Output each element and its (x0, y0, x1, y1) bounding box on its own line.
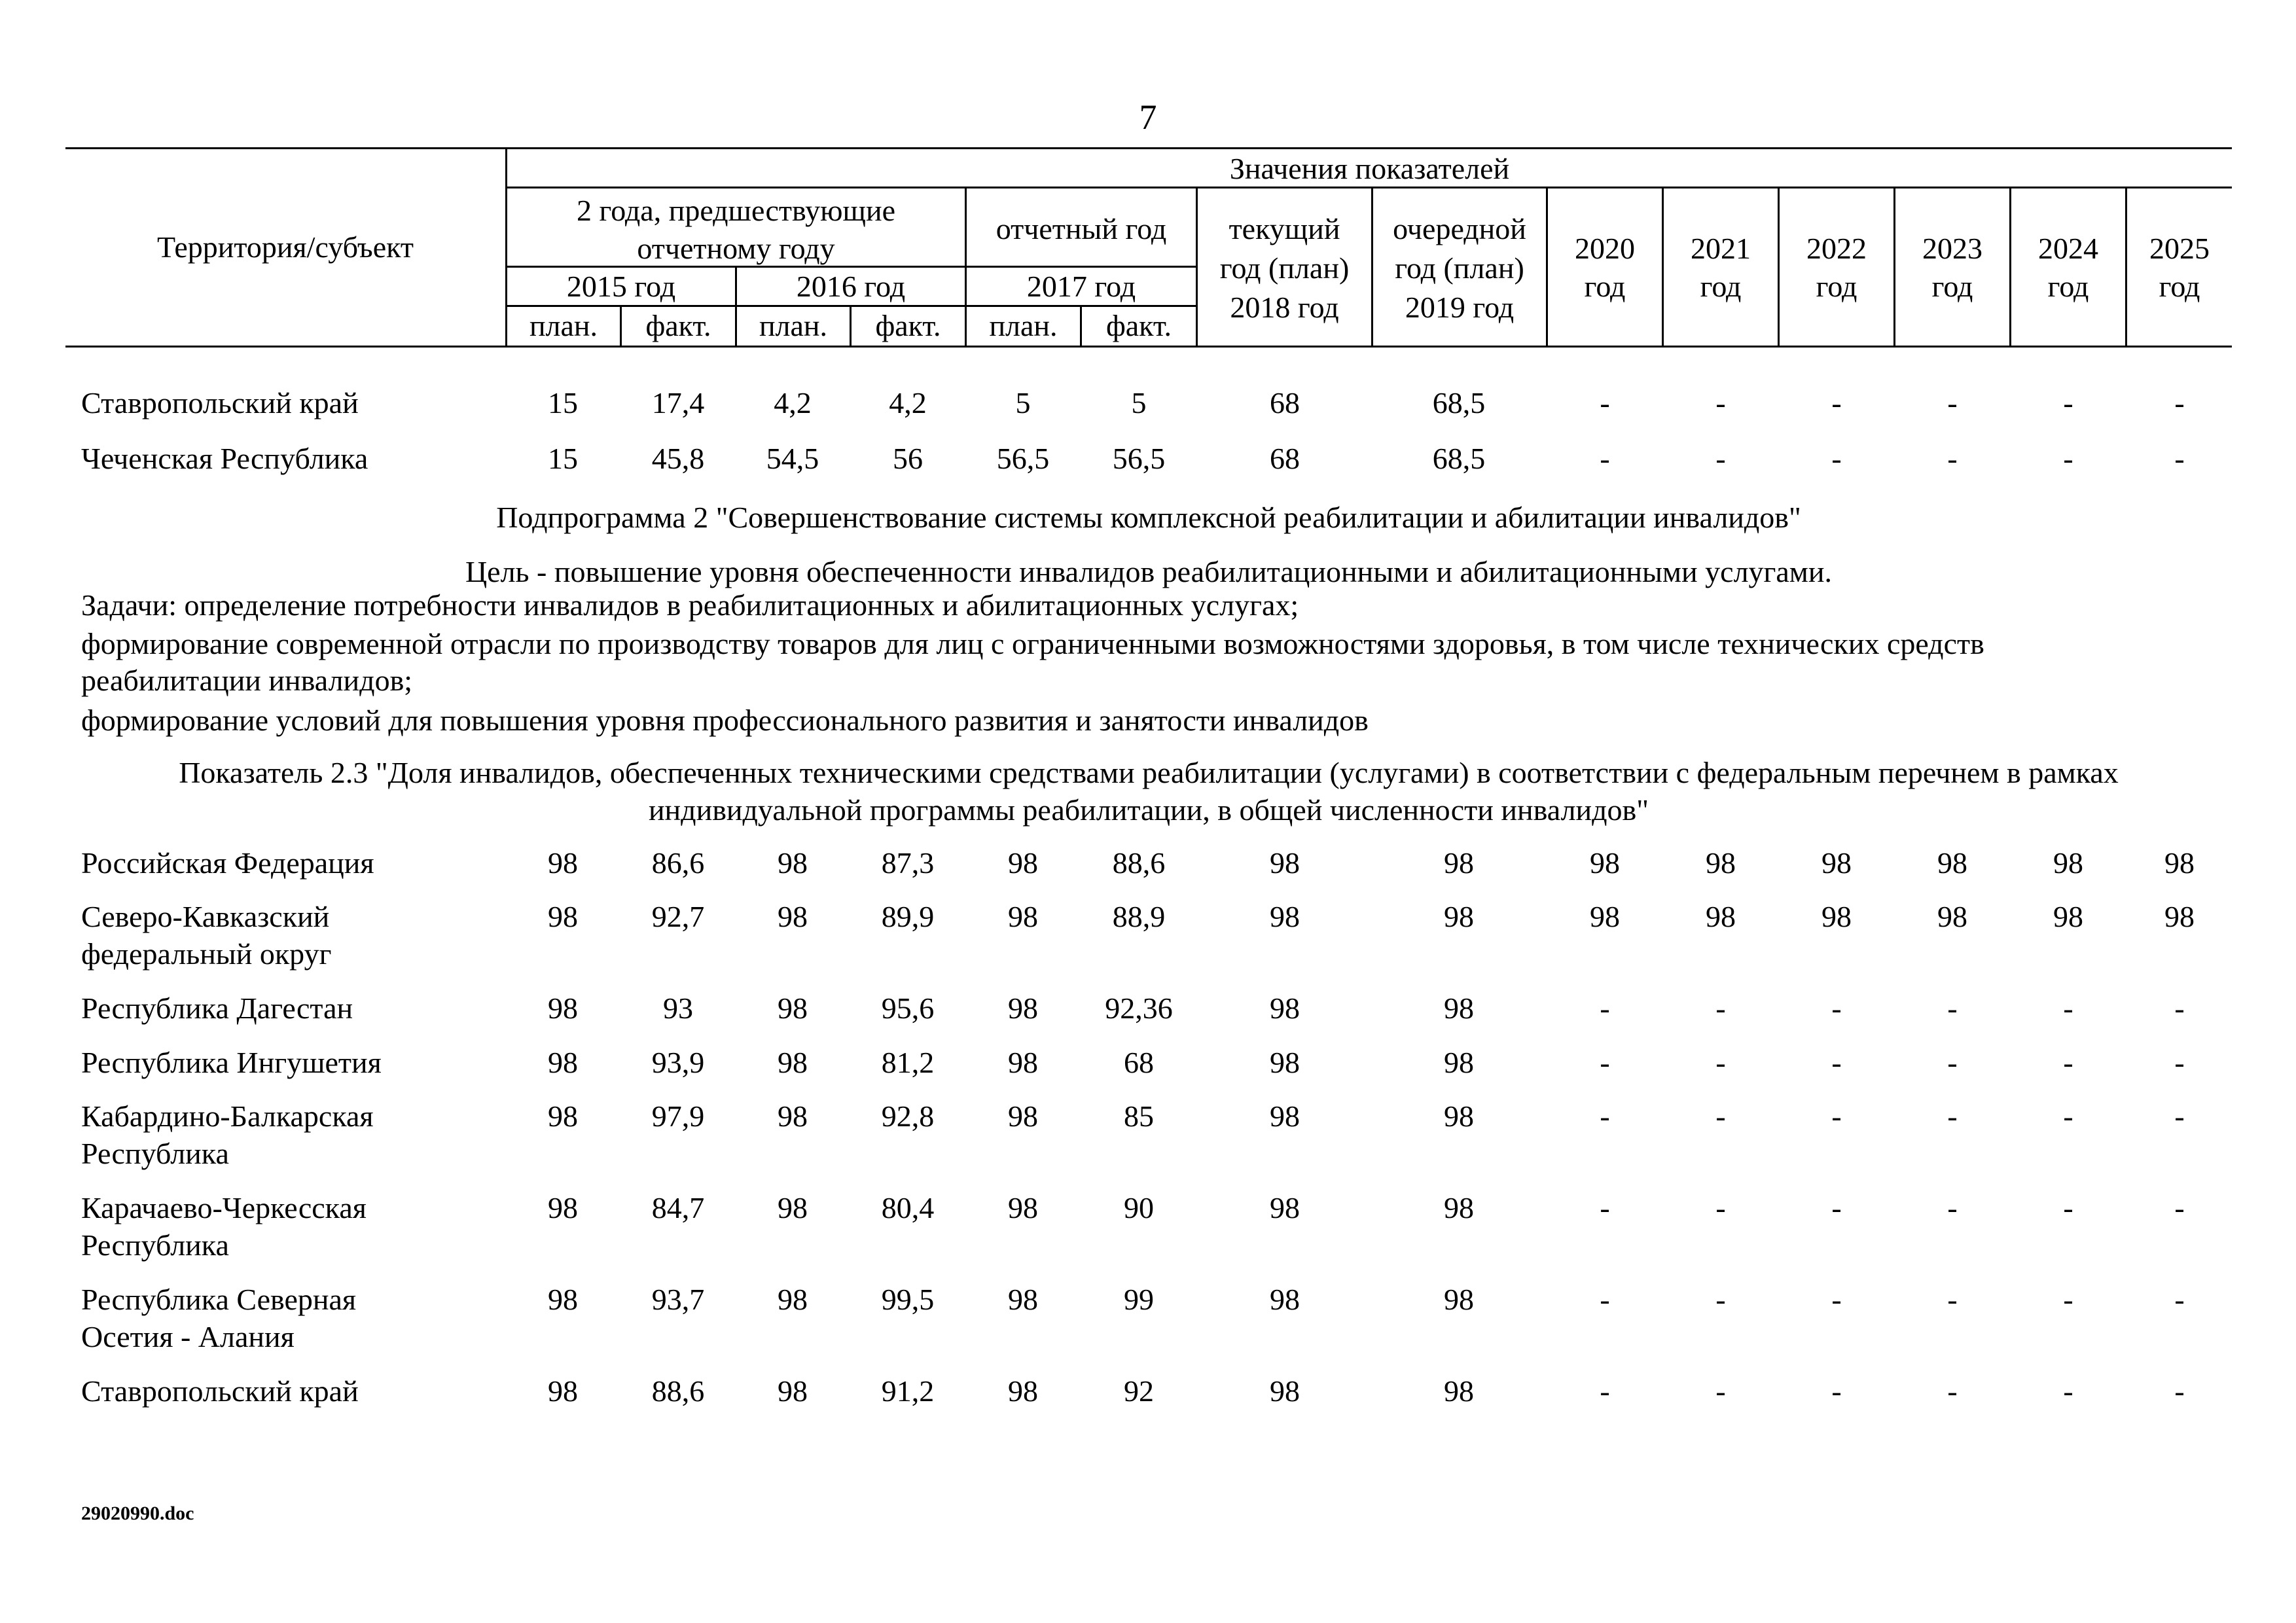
cell-value: - (1947, 1191, 1958, 1224)
cell-value: - (1715, 1099, 1726, 1133)
cell-value: - (1947, 1374, 1958, 1408)
header-two-years-l1: 2 года, предшествующие (576, 194, 896, 227)
cell-value: 85 (1124, 1099, 1154, 1133)
cell-value: 93 (663, 991, 693, 1025)
cell-value: - (1600, 442, 1610, 475)
cell-value: 98 (1270, 1191, 1300, 1224)
header-year-2022: 2022 (1806, 232, 1867, 265)
cell-value: - (1600, 991, 1610, 1025)
header-current-l2: год (план) (1219, 251, 1350, 285)
cell-value: 98 (1270, 1046, 1300, 1079)
cell-value: 98 (1444, 1099, 1474, 1133)
header-year-2023: 2023 (1922, 232, 1982, 265)
header-vline (1546, 187, 1548, 347)
cell-value: 98 (1444, 1283, 1474, 1316)
cell-value: - (1600, 386, 1610, 419)
cell-value: - (1715, 1191, 1726, 1224)
cell-value: 98 (548, 1374, 578, 1408)
cell-value: 98 (778, 1099, 808, 1133)
cell-value: 90 (1124, 1191, 1154, 1224)
header-vline (1662, 187, 1664, 347)
cell-value: - (1831, 1374, 1842, 1408)
goal-text: Цель - повышение уровня обеспеченности инвалидов реабилитационными и абилитационными услугами. (465, 555, 1833, 588)
cell-value: 98 (1270, 1283, 1300, 1316)
cell-value: 98 (1270, 1099, 1300, 1133)
cell-value: 84,7 (651, 1191, 705, 1224)
cell-value: 80,4 (881, 1191, 935, 1224)
cell-value: 68 (1270, 386, 1300, 419)
cell-value: - (2063, 1046, 2073, 1079)
cell-value: - (2063, 1191, 2073, 1224)
header-god: год (1700, 270, 1742, 303)
cell-value: - (1715, 442, 1726, 475)
cell-value: - (1715, 1283, 1726, 1316)
header-god: год (1931, 270, 1973, 303)
cell-value: 87,3 (881, 846, 935, 880)
cell-value: - (1831, 1046, 1842, 1079)
cell-value: 56,5 (1112, 442, 1166, 475)
cell-value: - (2063, 442, 2073, 475)
header-plan: план. (529, 309, 598, 342)
cell-value: 98 (1270, 846, 1300, 880)
row-label: Республика (81, 1137, 229, 1170)
cell-value: - (2063, 1099, 2073, 1133)
header-vline (2009, 187, 2011, 347)
cell-value: 98 (1444, 1191, 1474, 1224)
cell-value: 45,8 (651, 442, 705, 475)
cell-value: 98 (1444, 846, 1474, 880)
cell-value: - (1600, 1099, 1610, 1133)
cell-value: 81,2 (881, 1046, 935, 1079)
header-year-2024: 2024 (2038, 232, 2098, 265)
row-label: Ставропольский край (81, 386, 359, 419)
cell-value: 98 (778, 846, 808, 880)
cell-value: - (1947, 1099, 1958, 1133)
cell-value: 56 (893, 442, 923, 475)
cell-value: 86,6 (651, 846, 705, 880)
cell-value: 98 (1008, 991, 1038, 1025)
header-year-2015: 2015 год (566, 270, 676, 303)
cell-value: 98 (1008, 1046, 1038, 1079)
cell-value: 5 (1131, 386, 1147, 419)
cell-value: - (1600, 1374, 1610, 1408)
cell-value: 98 (1270, 900, 1300, 933)
row-label: Чеченская Республика (81, 442, 368, 475)
row-label: Республика Северная (81, 1283, 357, 1316)
cell-value: - (2174, 1374, 2185, 1408)
cell-value: 15 (548, 386, 578, 419)
cell-value: - (1947, 1046, 1958, 1079)
cell-value: 92,8 (881, 1099, 935, 1133)
cell-value: 95,6 (881, 991, 935, 1025)
cell-value: 98 (1270, 1374, 1300, 1408)
row-label: Кабардино-Балкарская (81, 1099, 374, 1133)
row-label: Северо-Кавказский (81, 900, 330, 933)
cell-value: 68,5 (1432, 386, 1486, 419)
cell-value: 98 (2053, 900, 2083, 933)
cell-value: 88,9 (1112, 900, 1166, 933)
cell-value: 56,5 (996, 442, 1050, 475)
cell-value: 98 (778, 1283, 808, 1316)
header-years-rule (505, 266, 1196, 268)
task-line: формирование современной отрасли по производству товаров для лиц с ограниченными возможностями здоровья, в том числе технических средств (81, 627, 1984, 660)
header-bottom-rule (65, 346, 2232, 348)
cell-value: - (2174, 1046, 2185, 1079)
cell-value: - (1715, 1046, 1726, 1079)
cell-value: 98 (1008, 900, 1038, 933)
header-year-2025: 2025 (2149, 232, 2210, 265)
cell-value: 54,5 (766, 442, 819, 475)
cell-value: 98 (1821, 900, 1852, 933)
header-plan: план. (989, 309, 1058, 342)
cell-value: - (1715, 991, 1726, 1025)
cell-value: - (1831, 1099, 1842, 1133)
cell-value: - (1831, 1283, 1842, 1316)
header-vline (1778, 187, 1780, 347)
cell-value: 98 (778, 900, 808, 933)
row-label: Республика Ингушетия (81, 1046, 382, 1079)
cell-value: 92,36 (1105, 991, 1173, 1025)
cell-value: - (2174, 1099, 2185, 1133)
page-number: 7 (1139, 98, 1157, 137)
row-label: Ставропольский край (81, 1374, 359, 1408)
cell-value: 98 (1008, 846, 1038, 880)
cell-value: 93,9 (651, 1046, 705, 1079)
header-plan: план. (759, 309, 828, 342)
cell-value: - (2174, 386, 2185, 419)
header-current-l3: 2018 год (1230, 291, 1339, 324)
row-label: Осетия - Алания (81, 1320, 295, 1353)
cell-value: 88,6 (651, 1374, 705, 1408)
cell-value: 68,5 (1432, 442, 1486, 475)
cell-value: - (1600, 1191, 1610, 1224)
header-fact: факт. (645, 309, 711, 342)
header-report-year: отчетный год (996, 212, 1167, 245)
header-current-l1: текущий (1229, 212, 1340, 245)
cell-value: 98 (2053, 846, 2083, 880)
header-two-years-l2: отчетному году (637, 232, 835, 265)
row-label: Республика (81, 1228, 229, 1262)
cell-value: 92,7 (651, 900, 705, 933)
cell-value: 98 (1590, 900, 1620, 933)
cell-value: 98 (1270, 991, 1300, 1025)
cell-value: 98 (2164, 846, 2195, 880)
cell-value: 88,6 (1112, 846, 1166, 880)
cell-value: - (1947, 442, 1958, 475)
cell-value: - (1947, 1283, 1958, 1316)
cell-value: - (2063, 1283, 2073, 1316)
cell-value: 98 (1008, 1191, 1038, 1224)
cell-value: 98 (1937, 846, 1967, 880)
header-fact: факт. (875, 309, 941, 342)
cell-value: 98 (548, 1283, 578, 1316)
header-next-l3: 2019 год (1405, 291, 1515, 324)
cell-value: 98 (548, 991, 578, 1025)
header-territory: Территория/субъект (157, 230, 414, 264)
cell-value: 98 (1821, 846, 1852, 880)
header-god: год (1584, 270, 1626, 303)
header-indicator-values: Значения показателей (1229, 152, 1510, 185)
cell-value: 15 (548, 442, 578, 475)
cell-value: 98 (778, 1374, 808, 1408)
cell-value: 98 (1008, 1374, 1038, 1408)
cell-value: 98 (778, 1046, 808, 1079)
cell-value: - (1947, 991, 1958, 1025)
cell-value: - (1831, 991, 1842, 1025)
cell-value: 98 (548, 846, 578, 880)
cell-value: - (2174, 991, 2185, 1025)
footer-doc-name: 29020990.doc (81, 1503, 194, 1524)
header-year-2020: 2020 (1575, 232, 1635, 265)
header-year-2016: 2016 год (796, 270, 906, 303)
header-vline (2125, 187, 2127, 347)
header-god: год (2159, 270, 2200, 303)
cell-value: - (2174, 442, 2185, 475)
cell-value: - (1600, 1046, 1610, 1079)
task-line: реабилитации инвалидов; (81, 664, 413, 697)
subprogram-title: Подпрограмма 2 "Совершенствование системы комплексной реабилитации и абилитации инвалидов" (496, 501, 1801, 534)
cell-value: 92 (1124, 1374, 1154, 1408)
cell-value: 98 (778, 1191, 808, 1224)
header-vline (1893, 187, 1895, 347)
header-next-l1: очередной (1393, 212, 1526, 245)
cell-value: 5 (1015, 386, 1031, 419)
cell-value: 97,9 (651, 1099, 705, 1133)
cell-value: - (2063, 386, 2073, 419)
task-line: формирование условий для повышения уровня профессионального развития и занятости инвалидов (81, 704, 1369, 737)
row-label: федеральный округ (81, 937, 332, 971)
cell-value: 98 (1590, 846, 1620, 880)
cell-value: 98 (1444, 900, 1474, 933)
cell-value: 99,5 (881, 1283, 935, 1316)
header-year-2017: 2017 год (1026, 270, 1136, 303)
cell-value: 98 (548, 900, 578, 933)
header-year-2021: 2021 (1691, 232, 1751, 265)
indicator-title-l2: индивидуальной программы реабилитации, в общей численности инвалидов" (648, 793, 1649, 827)
cell-value: 98 (1444, 1374, 1474, 1408)
cell-value: 98 (1706, 846, 1736, 880)
cell-value: 4,2 (889, 386, 927, 419)
cell-value: 98 (548, 1099, 578, 1133)
cell-value: 98 (2164, 900, 2195, 933)
cell-value: 98 (1444, 1046, 1474, 1079)
cell-value: 98 (548, 1191, 578, 1224)
cell-value: - (1715, 1374, 1726, 1408)
cell-value: 93,7 (651, 1283, 705, 1316)
cell-value: 98 (1008, 1099, 1038, 1133)
header-fact: факт. (1105, 309, 1172, 342)
cell-value: - (1600, 1283, 1610, 1316)
cell-value: - (1947, 386, 1958, 419)
cell-value: 98 (548, 1046, 578, 1079)
cell-value: 98 (778, 991, 808, 1025)
cell-value: - (1831, 386, 1842, 419)
row-label: Российская Федерация (81, 846, 374, 880)
cell-value: 89,9 (881, 900, 935, 933)
cell-value: 98 (1937, 900, 1967, 933)
cell-value: 99 (1124, 1283, 1154, 1316)
cell-value: - (1831, 1191, 1842, 1224)
cell-value: - (1831, 442, 1842, 475)
cell-value: 68 (1124, 1046, 1154, 1079)
header-values-rule (505, 187, 2232, 188)
cell-value: 4,2 (774, 386, 812, 419)
cell-value: - (2063, 991, 2073, 1025)
header-god: год (2047, 270, 2089, 303)
task-line: Задачи: определение потребности инвалидов в реабилитационных и абилитационных услугах; (81, 588, 1299, 622)
row-label: Республика Дагестан (81, 991, 353, 1025)
cell-value: 98 (1444, 991, 1474, 1025)
cell-value: 91,2 (881, 1374, 935, 1408)
cell-value: - (2063, 1374, 2073, 1408)
cell-value: 98 (1706, 900, 1736, 933)
row-label: Карачаево-Черкесская (81, 1191, 367, 1224)
cell-value: 17,4 (651, 386, 705, 419)
cell-value: - (2174, 1191, 2185, 1224)
header-top-rule (65, 147, 2232, 149)
indicator-title-l1: Показатель 2.3 "Доля инвалидов, обеспеченных техническими средствами реабилитации (услугами) в соответствии с федеральным перечнем в рамках (179, 756, 2119, 789)
cell-value: - (1715, 386, 1726, 419)
cell-value: 98 (1008, 1283, 1038, 1316)
header-god: год (1816, 270, 1857, 303)
cell-value: - (2174, 1283, 2185, 1316)
header-next-l2: год (план) (1395, 251, 1524, 285)
cell-value: 68 (1270, 442, 1300, 475)
